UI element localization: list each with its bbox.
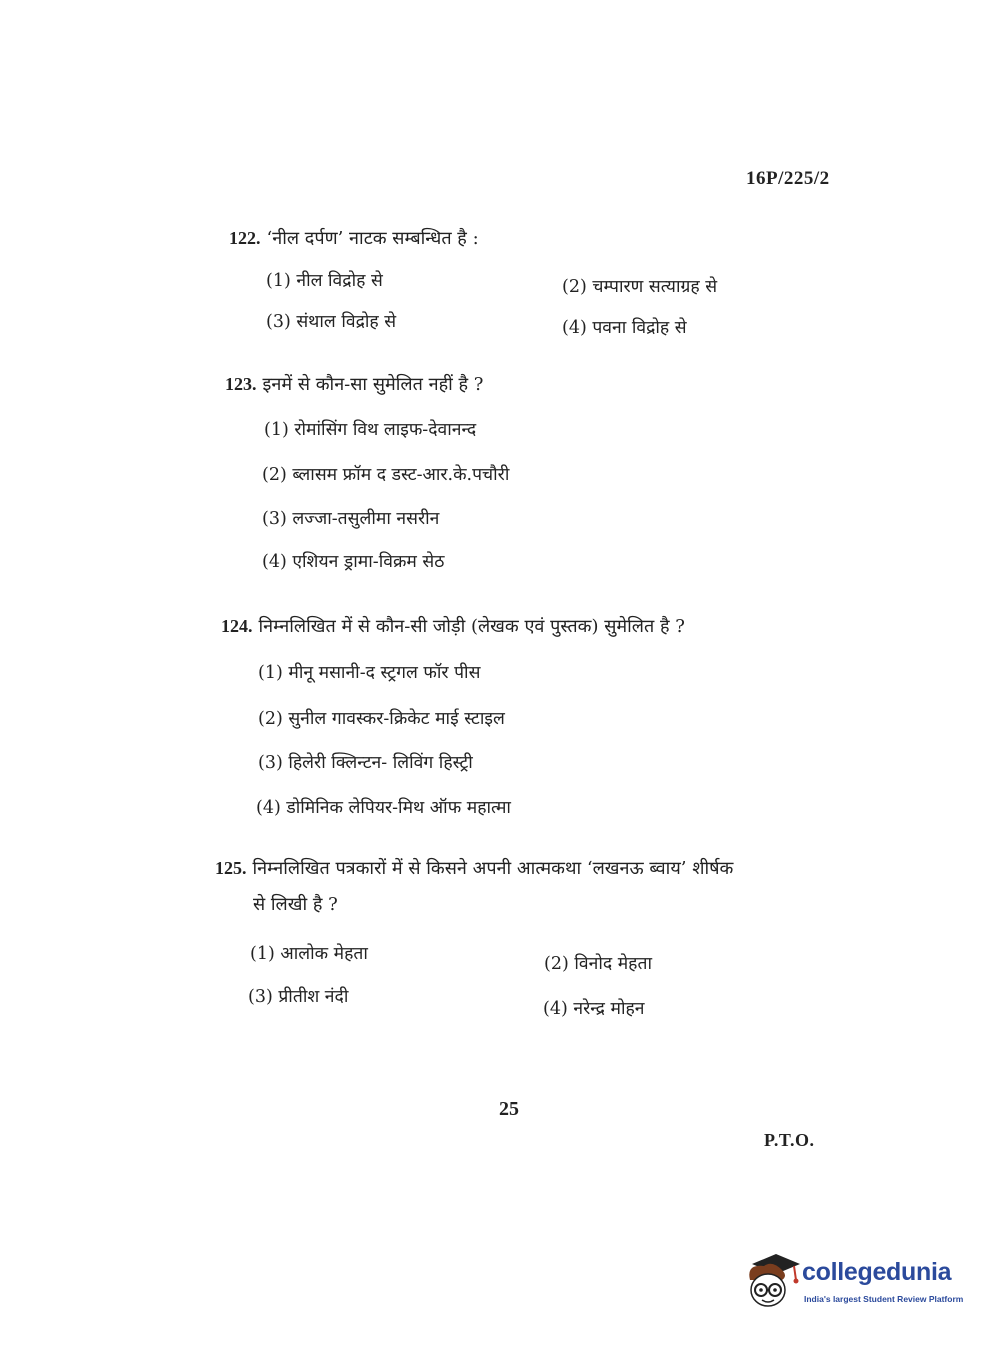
question-text: इनमें से कौन-सा सुमेलित नहीं है ?: [262, 374, 484, 395]
q122-option-1: (1) नील विद्रोह से: [266, 271, 383, 291]
question-number: 124.: [221, 616, 253, 636]
q125-option-4: (4) नरेन्द्र मोहन: [543, 999, 645, 1019]
question-text: निम्नलिखित पत्रकारों में से किसने अपनी आत्मकथा ‘लखनऊ ब्वाय’ शीर्षक: [252, 858, 734, 879]
page-number: 25: [499, 1098, 519, 1120]
question-text: निम्नलिखित में से कौन-सी जोड़ी (लेखक एवं पुस्तक) सुमेलित है ?: [258, 616, 685, 637]
collegedunia-logo: [742, 1250, 972, 1314]
pto-label: P.T.O.: [764, 1130, 815, 1150]
question-text: ‘नील दर्पण’ नाटक सम्बन्धित है :: [266, 228, 479, 249]
q125-option-1: (1) आलोक मेहता: [250, 944, 368, 964]
question-125-line-2: से लिखी है ?: [253, 894, 338, 915]
q124-option-3: (3) हिलेरी क्लिन्टन- लिविंग हिस्ट्री: [258, 753, 473, 773]
q122-option-2: (2) चम्पारण सत्याग्रह से: [562, 277, 718, 297]
brand-tagline: India's largest Student Review Platform: [804, 1294, 964, 1304]
question-122: [229, 226, 479, 250]
question-125: [215, 856, 733, 880]
q123-option-1: (1) रोमांसिंग विथ लाइफ-देवानन्द: [264, 420, 477, 440]
question-number: 123.: [225, 374, 257, 394]
mascot-icon: [742, 1250, 800, 1314]
q124-option-2: (2) सुनील गावस्कर-क्रिकेट माई स्टाइल: [258, 709, 505, 729]
q125-option-3: (3) प्रीतीश नंदी: [248, 987, 349, 1007]
question-124: [221, 614, 685, 638]
q122-option-4: (4) पवना विद्रोह से: [562, 318, 687, 338]
q123-option-4: (4) एशियन ड्रामा-विक्रम सेठ: [262, 552, 445, 572]
q122-option-3: (3) संथाल विद्रोह से: [266, 312, 397, 332]
question-number: 125.: [215, 858, 247, 878]
question-123: [225, 372, 483, 396]
paper-code: 16P/225/2: [746, 168, 830, 189]
q123-option-3: (3) लज्जा-तसुलीमा नसरीन: [262, 509, 440, 529]
q124-option-4: (4) डोमिनिक लेपियर-मिथ ऑफ महात्मा: [256, 798, 511, 818]
brand-name: collegedunia: [802, 1258, 952, 1286]
q125-option-2: (2) विनोद मेहता: [544, 954, 652, 974]
question-number: 122.: [229, 228, 261, 248]
q123-option-2: (2) ब्लासम फ्रॉम द डस्ट-आर.के.पचौरी: [262, 465, 510, 485]
q124-option-1: (1) मीनू मसानी-द स्ट्रगल फॉर पीस: [258, 663, 481, 683]
